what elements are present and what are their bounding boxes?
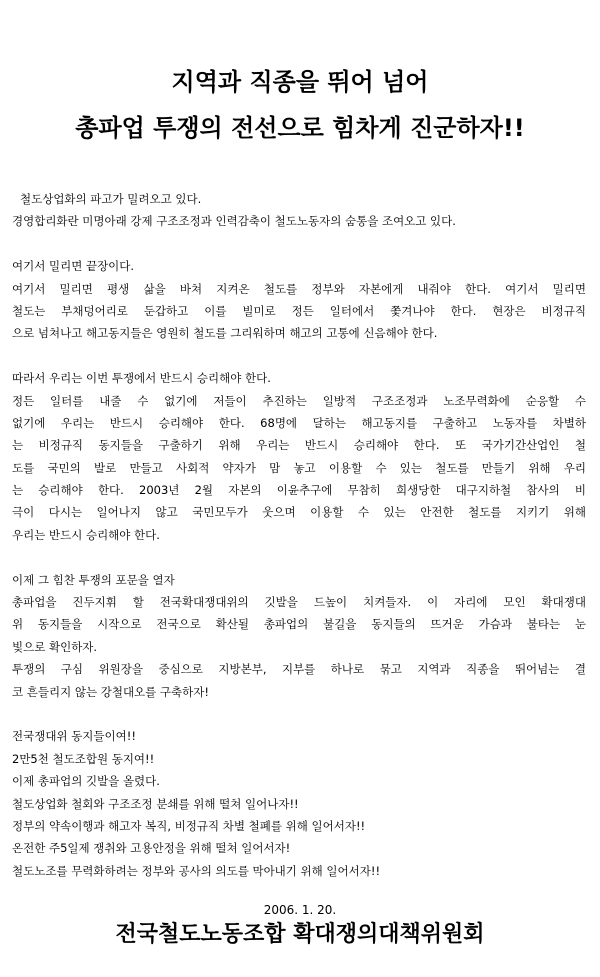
body-line: 경영합리화란 미명아래 강제 구조조정과 인력감축이 철도노동자의 숨통을 조여오고 있다. (12, 214, 456, 229)
body-line: 위 동지들을 시작으로 전국으로 확산될 총파업의 불길을 동지들의 뜨거운 가슴과 불타는 눈 (12, 617, 586, 632)
body-line: 빛으로 확인하자. (12, 639, 98, 654)
body-line: 총파업을 진두지휘 할 전국확대쟁대위의 깃발을 드높이 치켜들자. 이 자리에 모인 확대쟁대 (12, 595, 586, 610)
body-line: 따라서 우리는 이번 투쟁에서 반드시 승리해야 한다. (12, 371, 271, 386)
document-body (12, 188, 586, 882)
body-line: 여기서 밀리면 평생 삶을 바쳐 지켜온 철도를 정부와 자본에게 내줘야 한다. 여기서 밀리면 (12, 281, 586, 296)
body-line: 극이 다시는 일어나지 않고 국민모두가 웃으며 이용할 수 있는 안전한 철도를 지키기 위해 (12, 505, 586, 520)
body-line: 없기에 우리는 반드시 승리해야 한다. 68명에 달하는 해고동지를 구출하고 노동자를 차별하 (12, 415, 586, 430)
title-line-2: 총파업 투쟁의 전선으로 힘차게 진군하자!! (75, 114, 525, 142)
paragraph-2 (12, 255, 586, 345)
body-line: 이제 총파업의 깃발을 올렸다. (12, 774, 160, 789)
body-line: 는 승리해야 한다. 2003년 2월 자본의 이윤추구에 무참히 희생당한 대구지하철 참사의 비 (12, 483, 586, 498)
paragraph-1 (12, 188, 586, 233)
title-line-1: 지역과 직종을 뛰어 넘어 (171, 68, 429, 96)
body-line: 코 흔들리지 않는 강철대오를 구축하자! (12, 684, 209, 699)
body-line: 정든 일터를 내줄 수 없기에 저들이 추진하는 일방적 구조조정과 노조무력화에 순응할 수 (12, 393, 586, 408)
body-line: 철도상업화 철회와 구조조정 분쇄를 위해 떨쳐 일어나자!! (12, 796, 299, 811)
body-line: 철도상업화의 파고가 밀려오고 있다. (20, 192, 202, 206)
body-line: 정부의 약속이행과 해고자 복직, 비정규직 차별 철폐를 위해 일어서자!! (12, 818, 366, 833)
body-line: 이제 그 힘찬 투쟁의 포문을 열자 (12, 572, 175, 587)
body-line: 철도노조를 무력화하려는 정부와 공사의 의도를 막아내기 위해 일어서자!! (12, 863, 381, 878)
paragraph-4 (12, 569, 586, 703)
issuing-organization: 전국철도노동조합 확대쟁의대책위원회 (115, 922, 485, 947)
paragraph-5 (12, 725, 586, 882)
paragraph-3 (12, 367, 586, 546)
body-line: 도를 국민의 발로 만들고 사회적 약자가 맘 놓고 이용할 수 있는 철도를 만들기 위해 우리 (12, 460, 586, 475)
body-line: 투쟁의 구심 위원장을 중심으로 지방본부, 지부를 하나로 묶고 지역과 직종을 뛰어넘는 결 (12, 662, 586, 677)
body-line: 철도는 부채덩어리로 둔갑하고 이를 빌미로 정든 일터에서 쫓겨나야 한다. 현장은 비정규직 (12, 303, 586, 318)
document-date: 2006. 1. 20. (263, 903, 337, 917)
body-line: 2만5천 철도조합원 동지여!! (12, 751, 155, 766)
body-line: 는 비정규직 동지들을 구출하기 위해 우리는 반드시 승리해야 한다. 또 국가기간산업인 철 (12, 438, 586, 453)
body-line: 여기서 밀리면 끝장이다. (12, 259, 135, 274)
body-line: 으로 넘쳐나고 해고동지들은 영원히 철도를 그리워하며 해고의 고통에 신음해야 한다. (12, 326, 438, 341)
body-line: 전국쟁대위 동지들이여!! (12, 729, 136, 744)
body-line: 우리는 반드시 승리해야 한다. (12, 527, 160, 542)
body-line: 온전한 주5일제 쟁취와 고용안정을 위해 떨쳐 일어서자! (12, 841, 291, 856)
